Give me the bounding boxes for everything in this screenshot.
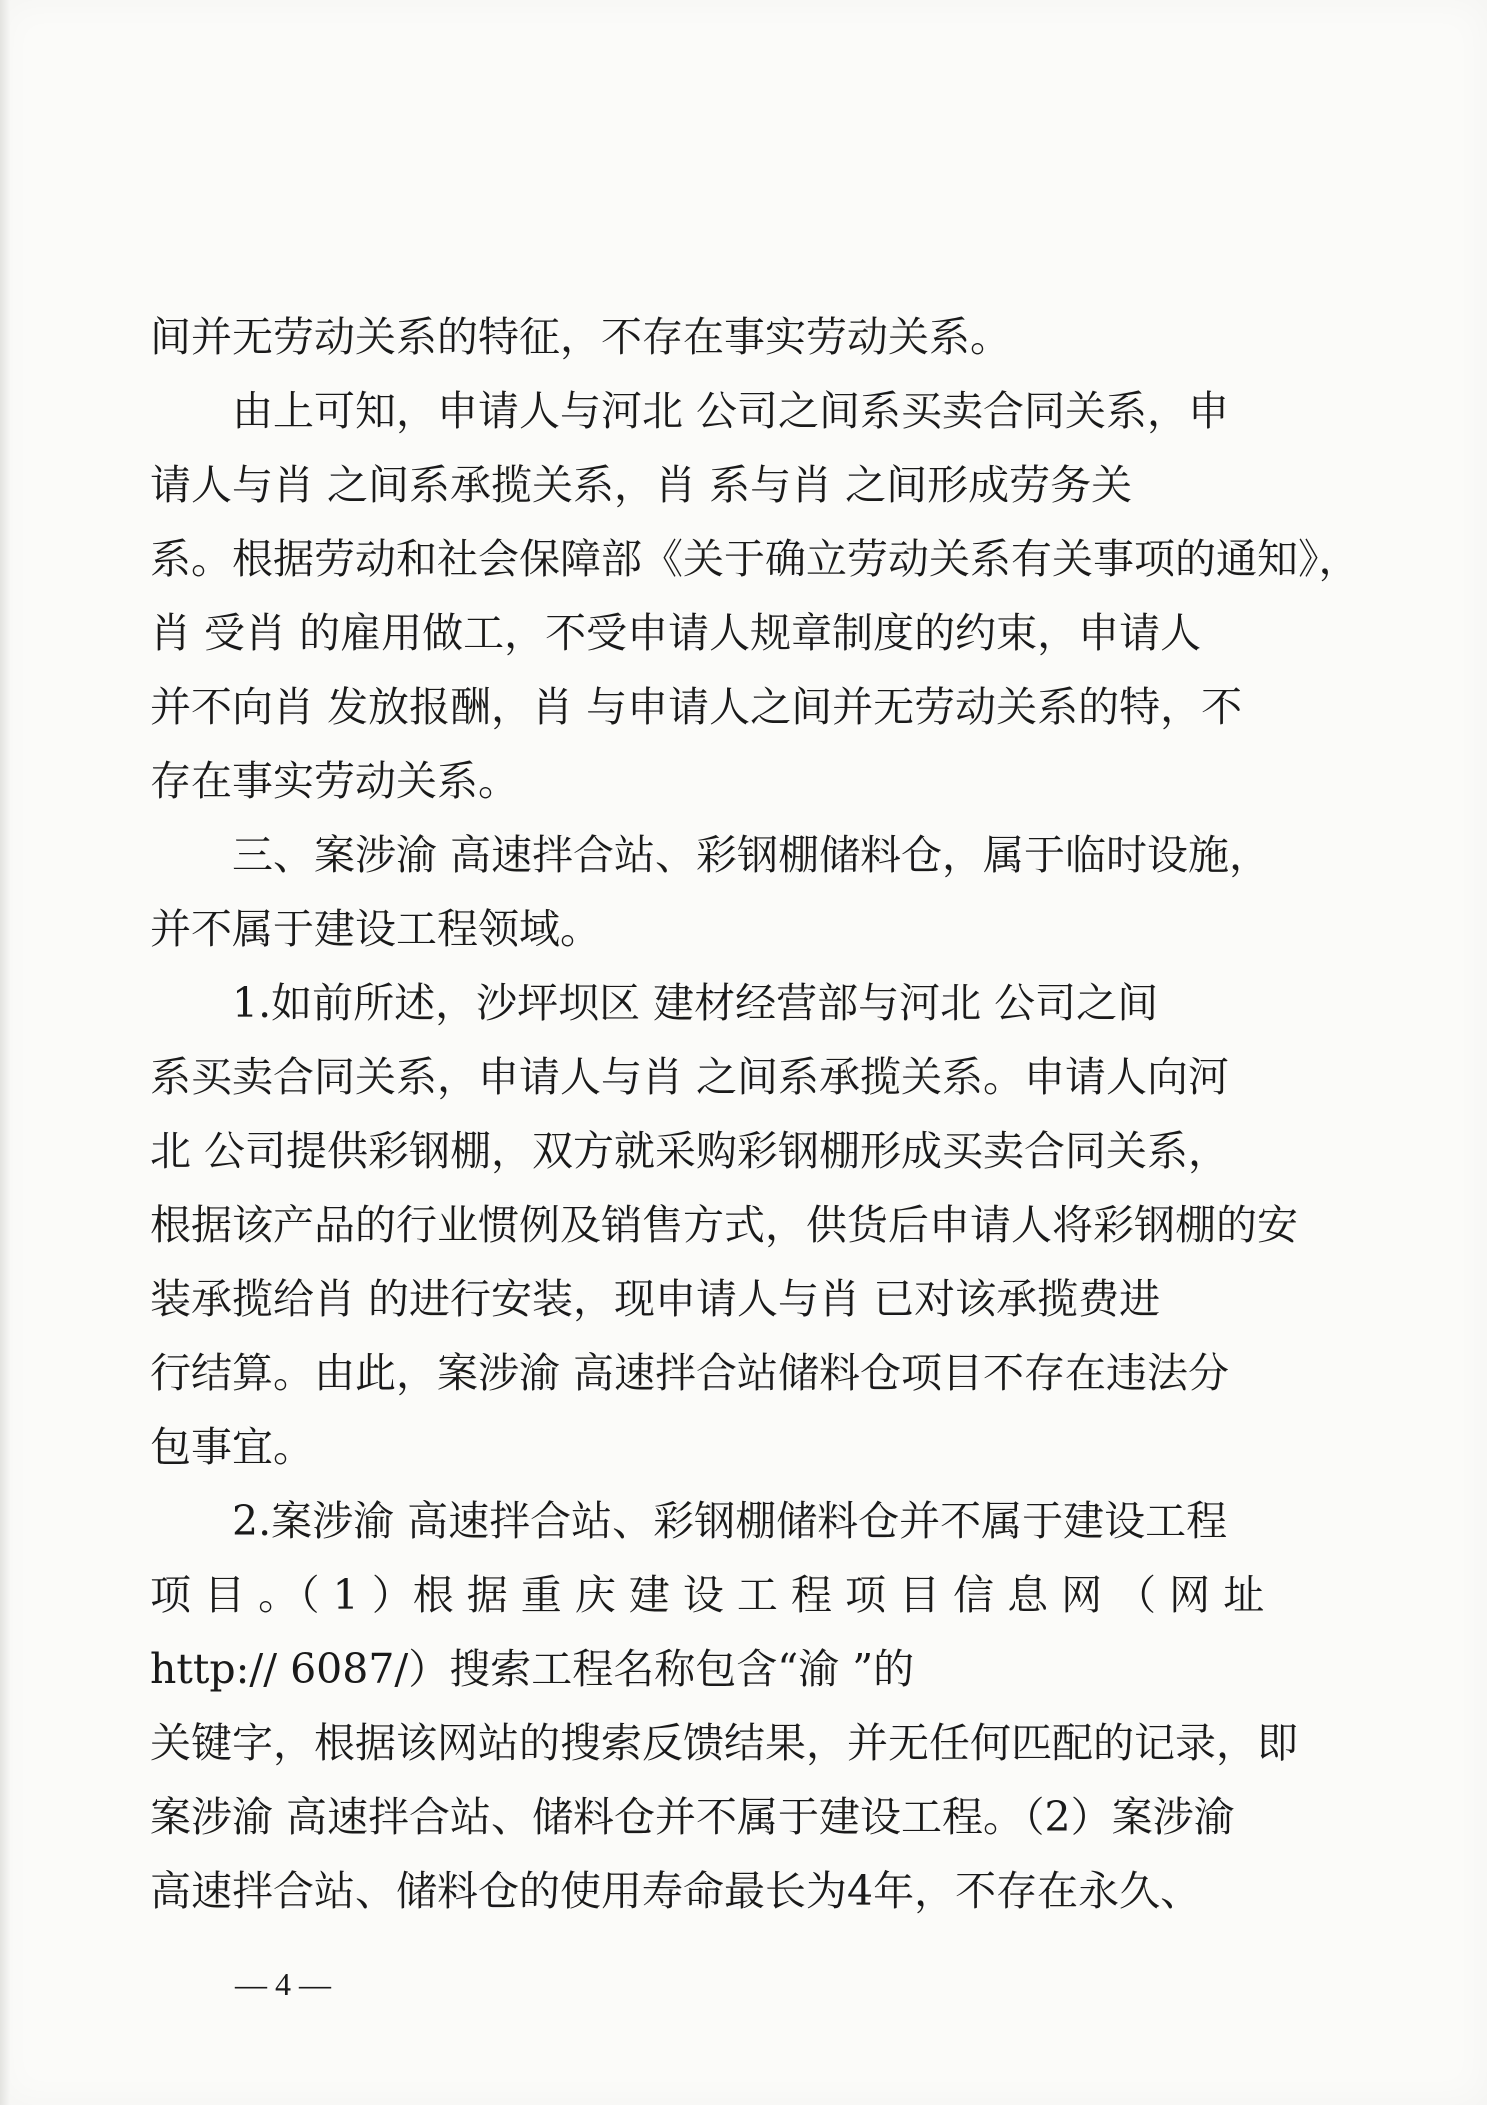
- text-line: 请人与肖 之间系承揽关系，肖 系与肖 之间形成劳务关: [150, 461, 1133, 509]
- page-binding-edge: [0, 0, 10, 2105]
- text-line: 并不向肖 发放报酬，肖 与申请人之间并无劳动关系的特，不: [150, 683, 1243, 731]
- text-line: 并不属于建设工程领域。: [150, 905, 601, 953]
- text-line: 案涉渝 高速拌合站、储料仓并不属于建设工程。（2）案涉渝: [150, 1793, 1235, 1841]
- body-text: [150, 300, 1360, 1928]
- text-line: 关键字，根据该网站的搜索反馈结果，并无任何匹配的记录，即: [150, 1719, 1298, 1767]
- text-line: 由上可知，申请人与河北 公司之间系买卖合同关系，申: [232, 387, 1230, 435]
- text-line: 存在事实劳动关系。: [150, 757, 519, 805]
- text-line: 1.如前所述，沙坪坝区 建材经营部与河北 公司之间: [232, 979, 1159, 1027]
- text-line: 间并无劳动关系的特征，不存在事实劳动关系。: [150, 313, 1011, 361]
- text-line: 项 目 。（ 1 ）根 据 重 庆 建 设 工 程 项 目 信 息 网 （ 网 址: [150, 1571, 1265, 1619]
- text-line: 肖 受肖 的雇用做工，不受申请人规章制度的约束，申请人: [150, 609, 1202, 657]
- text-line: 2.案涉渝 高速拌合站、彩钢棚储料仓并不属于建设工程: [232, 1497, 1228, 1545]
- page-number: — 4 —: [235, 1966, 331, 2002]
- text-line: 装承揽给肖 的进行安装，现申请人与肖 已对该承揽费进: [150, 1275, 1161, 1323]
- text-line: 系。根据劳动和社会保障部《关于确立劳动关系有关事项的通知》，: [150, 535, 1360, 583]
- text-line: 系买卖合同关系，申请人与肖 之间系承揽关系。申请人向河: [150, 1053, 1230, 1101]
- section-heading: 三、案涉渝 高速拌合站、彩钢棚储料仓，属于临时设施，: [232, 831, 1271, 879]
- text-line: 包事宜。: [150, 1423, 314, 1471]
- text-line: http:// 6087/）搜索工程名称包含“渝 ”的: [150, 1645, 915, 1693]
- text-line: 根据该产品的行业惯例及销售方式，供货后申请人将彩钢棚的安: [150, 1201, 1298, 1249]
- text-line: 高速拌合站、储料仓的使用寿命最长为4年，不存在永久、: [150, 1867, 1202, 1915]
- text-line: 北 公司提供彩钢棚，双方就采购彩钢棚形成买卖合同关系，: [150, 1127, 1230, 1175]
- text-line: 行结算。由此，案涉渝 高速拌合站储料仓项目不存在违法分: [150, 1349, 1230, 1397]
